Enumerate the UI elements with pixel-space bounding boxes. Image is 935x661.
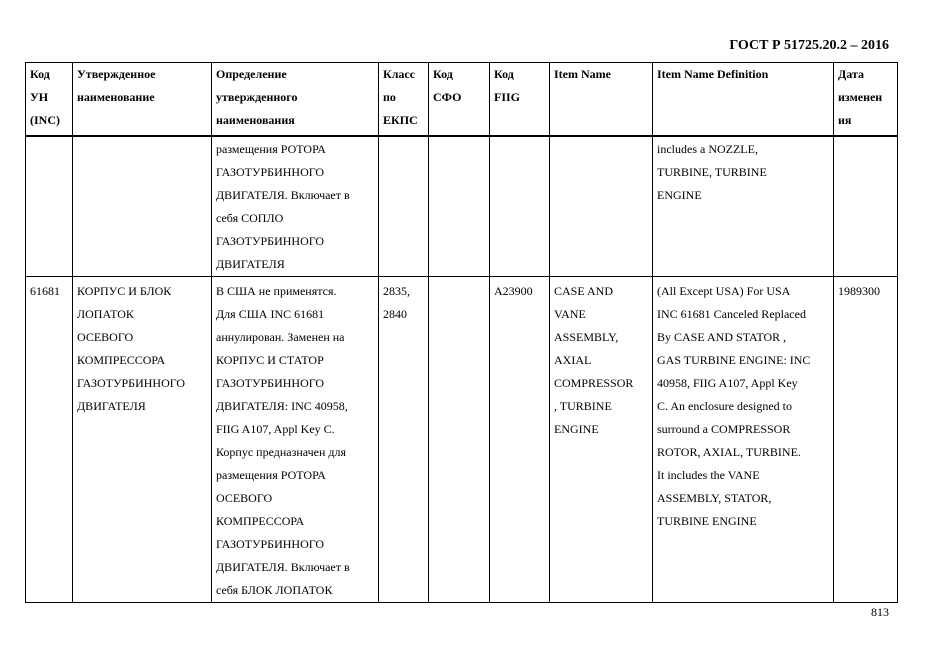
table-header bbox=[26, 63, 898, 137]
document-standard-header: ГОСТ Р 51725.20.2 – 2016 bbox=[729, 38, 889, 53]
cell-item-name bbox=[550, 136, 653, 277]
cell-approved-name bbox=[73, 136, 212, 277]
cell-fiig bbox=[490, 136, 550, 277]
cell-definition: В США не применятся. Для США INC 61681 аннулирован. Заменен на КОРПУС И СТАТОР ГАЗОТУРБИННОГО ДВИГАТЕЛЯ: INC 40958, FIIG A107, Appl Key C. Корпус предназначен для размещения РОТОРА ОСЕВОГО КОМПРЕССОРА ГАЗОТУРБИННОГО ДВИГАТЕЛЯ. Включает в себя БЛОК ЛОПАТОК bbox=[212, 277, 379, 603]
cell-date: 1989300 bbox=[834, 277, 898, 603]
column-header-approved-name: Утвержденное наименование bbox=[73, 63, 212, 137]
cell-class bbox=[379, 136, 429, 277]
cell-sfo bbox=[429, 277, 490, 603]
column-header-fiig: Код FIIG bbox=[490, 63, 550, 137]
page-number: 813 bbox=[871, 605, 889, 619]
cell-sfo bbox=[429, 136, 490, 277]
cell-item-name: CASE AND VANE ASSEMBLY, AXIAL COMPRESSOR , TURBINE ENGINE bbox=[550, 277, 653, 603]
cell-fiig: A23900 bbox=[490, 277, 550, 603]
cell-approved-name: КОРПУС И БЛОК ЛОПАТОК ОСЕВОГО КОМПРЕССОРА ГАЗОТУРБИННОГО ДВИГАТЕЛЯ bbox=[73, 277, 212, 603]
cell-class: 2835, 2840 bbox=[379, 277, 429, 603]
column-header-sfo: Код СФО bbox=[429, 63, 490, 137]
table-row bbox=[26, 136, 898, 277]
column-header-definition: Определение утвержденного наименования bbox=[212, 63, 379, 137]
cell-definition: размещения РОТОРА ГАЗОТУРБИННОГО ДВИГАТЕЛЯ. Включает в себя СОПЛО ГАЗОТУРБИННОГО ДВИГАТЕЛЯ bbox=[212, 136, 379, 277]
column-header-inc: Код УН (INC) bbox=[26, 63, 73, 137]
cell-item-definition: includes a NOZZLE, TURBINE, TURBINE ENGINE bbox=[653, 136, 834, 277]
column-header-class: Класс по ЕКПС bbox=[379, 63, 429, 137]
cell-date bbox=[834, 136, 898, 277]
column-header-item-name: Item Name bbox=[550, 63, 653, 137]
cell-inc bbox=[26, 136, 73, 277]
column-header-item-definition: Item Name Definition bbox=[653, 63, 834, 137]
cell-inc: 61681 bbox=[26, 277, 73, 603]
catalog-table bbox=[25, 62, 898, 603]
column-header-date: Дата изменен ия bbox=[834, 63, 898, 137]
table-row bbox=[26, 277, 898, 603]
cell-item-definition: (All Except USA) For USA INC 61681 Canceled Replaced By CASE AND STATOR , GAS TURBINE ENGINE: INC 40958, FIIG A107, Appl Key C. An enclosure designed to surround a COMPRESSOR ROTOR, AXIAL, TURBINE. It includes the VANE ASSEMBLY, STATOR, TURBINE ENGINE bbox=[653, 277, 834, 603]
